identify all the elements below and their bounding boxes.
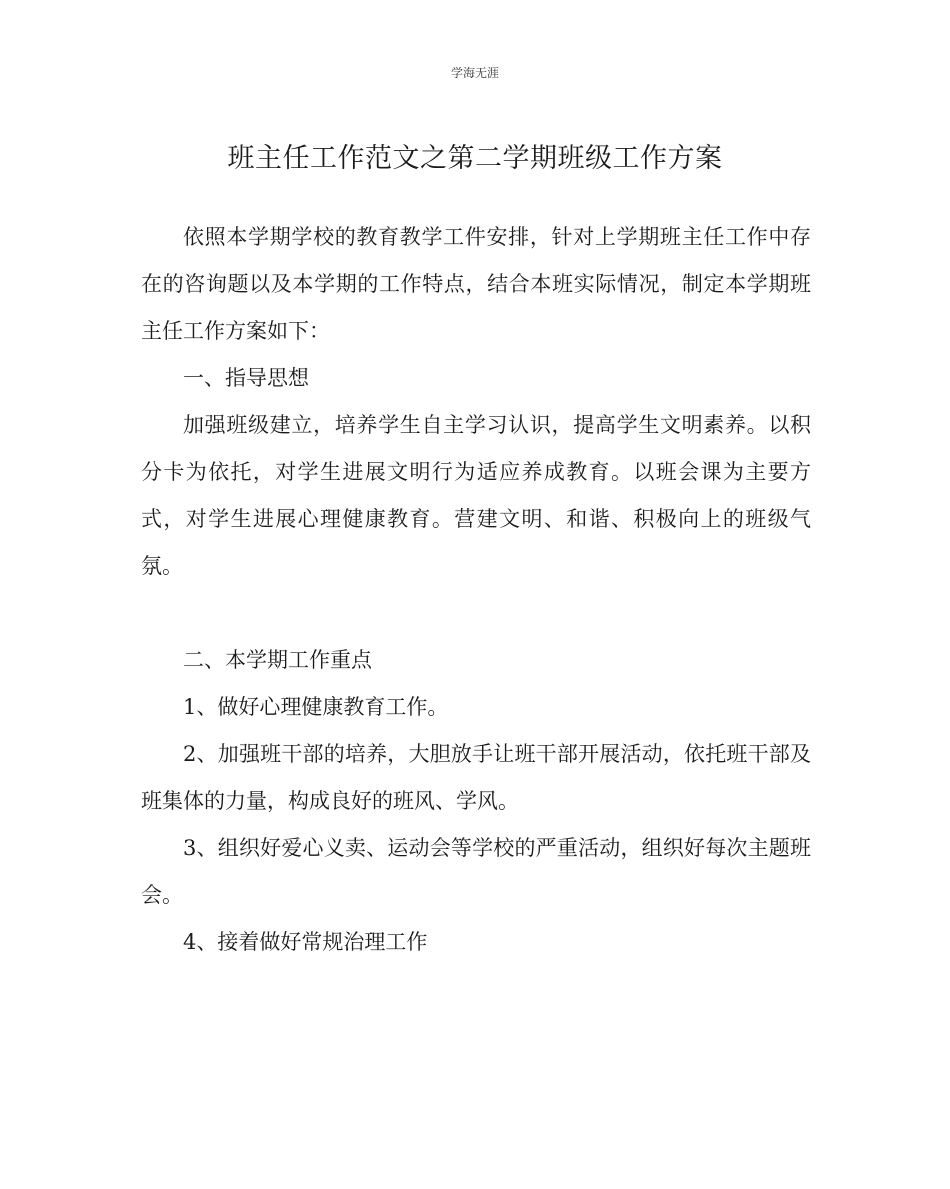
guiding-thought-paragraph: 加强班级建立，培养学生自主学习认识，提高学生文明素养。以积分卡为依托，对学生进展文明行为适应养成教育。以班会课为主要方式，对学生进展心理健康教育。营建文明、和谐、积极向上的班级气氛。 — [141, 413, 811, 578]
document-title: 班主任工作范文之第二学期班级工作方案 — [227, 143, 723, 174]
paragraph-spacer — [141, 590, 811, 637]
document-body — [141, 214, 811, 966]
section-heading-guiding-thought: 一、指导思想 — [183, 366, 309, 390]
intro-paragraph: 依照本学期学校的教育教学工件安排，针对上学期班主任工作中存在的咨询题以及本学期的工作特点，结合本班实际情况，制定本学期班主任工作方案如下： — [141, 225, 811, 343]
key-work-item-3: 3、组织好爱心义卖、运动会等学校的严重活动，组织好每次主题班会。 — [141, 836, 811, 907]
key-work-item-4: 4、接着做好常规治理工作 — [183, 930, 428, 954]
key-work-item-2: 2、加强班干部的培养，大胆放手让班干部开展活动，依托班干部及班集体的力量，构成良好的班风、学风。 — [141, 742, 811, 813]
key-work-item-1: 1、做好心理健康教育工作。 — [183, 695, 449, 719]
page-header: 学海无涯 — [450, 66, 499, 80]
section-heading-key-work: 二、本学期工作重点 — [183, 648, 372, 672]
